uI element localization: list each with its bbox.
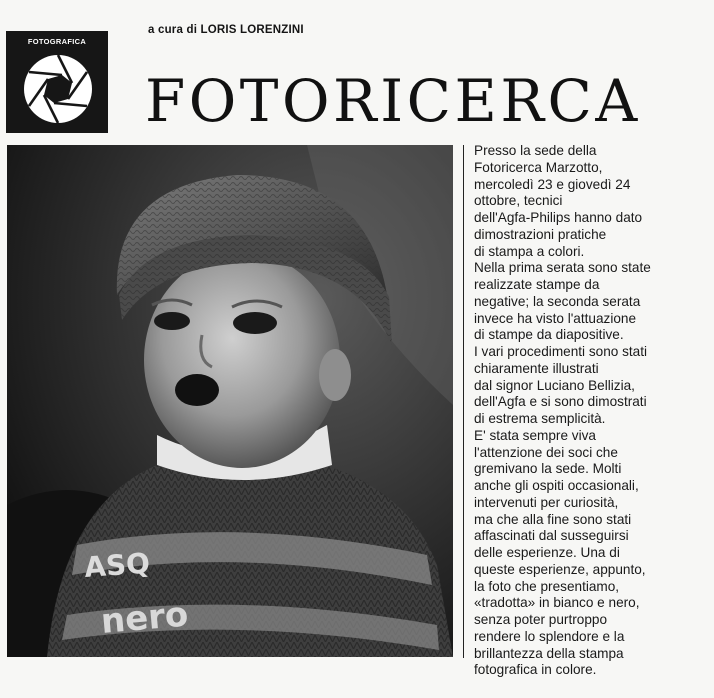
- article-line: la foto che presentiamo,: [474, 578, 620, 594]
- article-line: dell'Agfa-Philips hanno dato: [474, 210, 643, 225]
- headline: FOTORICERCA: [145, 67, 641, 135]
- article-line: anche gli ospiti occasionali,: [474, 478, 639, 493]
- logo-label: FOTOGRAFICA: [27, 37, 87, 46]
- camera-aperture-icon: [22, 53, 94, 125]
- article-line: delle esperienze. Una di: [474, 545, 620, 560]
- article-line: gremivano la sede. Molti: [474, 461, 622, 477]
- byline-prefix: a cura di: [148, 24, 198, 36]
- fotografica-logo: [6, 31, 108, 133]
- article-line: Presso la sede della: [474, 143, 597, 158]
- article-line: «tradotta» in bianco e nero,: [474, 595, 640, 611]
- article-line: di stampa a colori.: [474, 243, 585, 259]
- article-body: [474, 143, 710, 679]
- article-line: mercoledì 23 e giovedì 24: [474, 176, 631, 192]
- svg-text:nero: nero: [99, 594, 190, 642]
- article-line: affascinati dal susseguirsi: [474, 528, 629, 544]
- article-line: negative; la seconda serata: [474, 293, 641, 309]
- article-line: di stampe da diapositive.: [474, 327, 624, 343]
- article-line: Fotoricerca Marzotto,: [474, 159, 603, 175]
- article-line: I vari procedimenti sono stati: [474, 344, 648, 359]
- article-line: chiaramente illustrati: [474, 360, 599, 376]
- article-line: queste esperienze, appunto,: [474, 561, 646, 577]
- svg-text:ASQ: ASQ: [83, 546, 151, 584]
- article-line: dimostrazioni pratiche: [474, 226, 607, 242]
- child-portrait-image: [7, 145, 453, 657]
- article-line: invece ha visto l'attuazione: [474, 310, 637, 326]
- article-line: realizzate stampe da: [474, 277, 600, 292]
- article-line: intervenuti per curiosità,: [474, 494, 619, 510]
- article-line: ottobre, tecnici: [474, 193, 563, 209]
- article-line: ma che alla fine sono stati: [474, 511, 632, 527]
- article-line: fotografica in colore.: [474, 662, 597, 678]
- column-divider: [463, 145, 464, 658]
- byline-author: LORIS LORENZINI: [200, 24, 304, 36]
- article-line: brillantezza della stampa: [474, 645, 624, 661]
- article-line: rendere lo splendore e la: [474, 628, 625, 644]
- article-line: dal signor Luciano Bellizia,: [474, 377, 635, 393]
- byline: [148, 24, 304, 36]
- article-line: senza poter purtroppo: [474, 612, 608, 627]
- article-line: E' stata sempre viva: [474, 427, 596, 443]
- article-line: dell'Agfa e si sono dimostrati: [474, 394, 647, 410]
- article-line: Nella prima serata sono state: [474, 260, 651, 276]
- article-line: di estrema semplicità.: [474, 411, 606, 426]
- article-line: l'attenzione dei soci che: [474, 444, 618, 460]
